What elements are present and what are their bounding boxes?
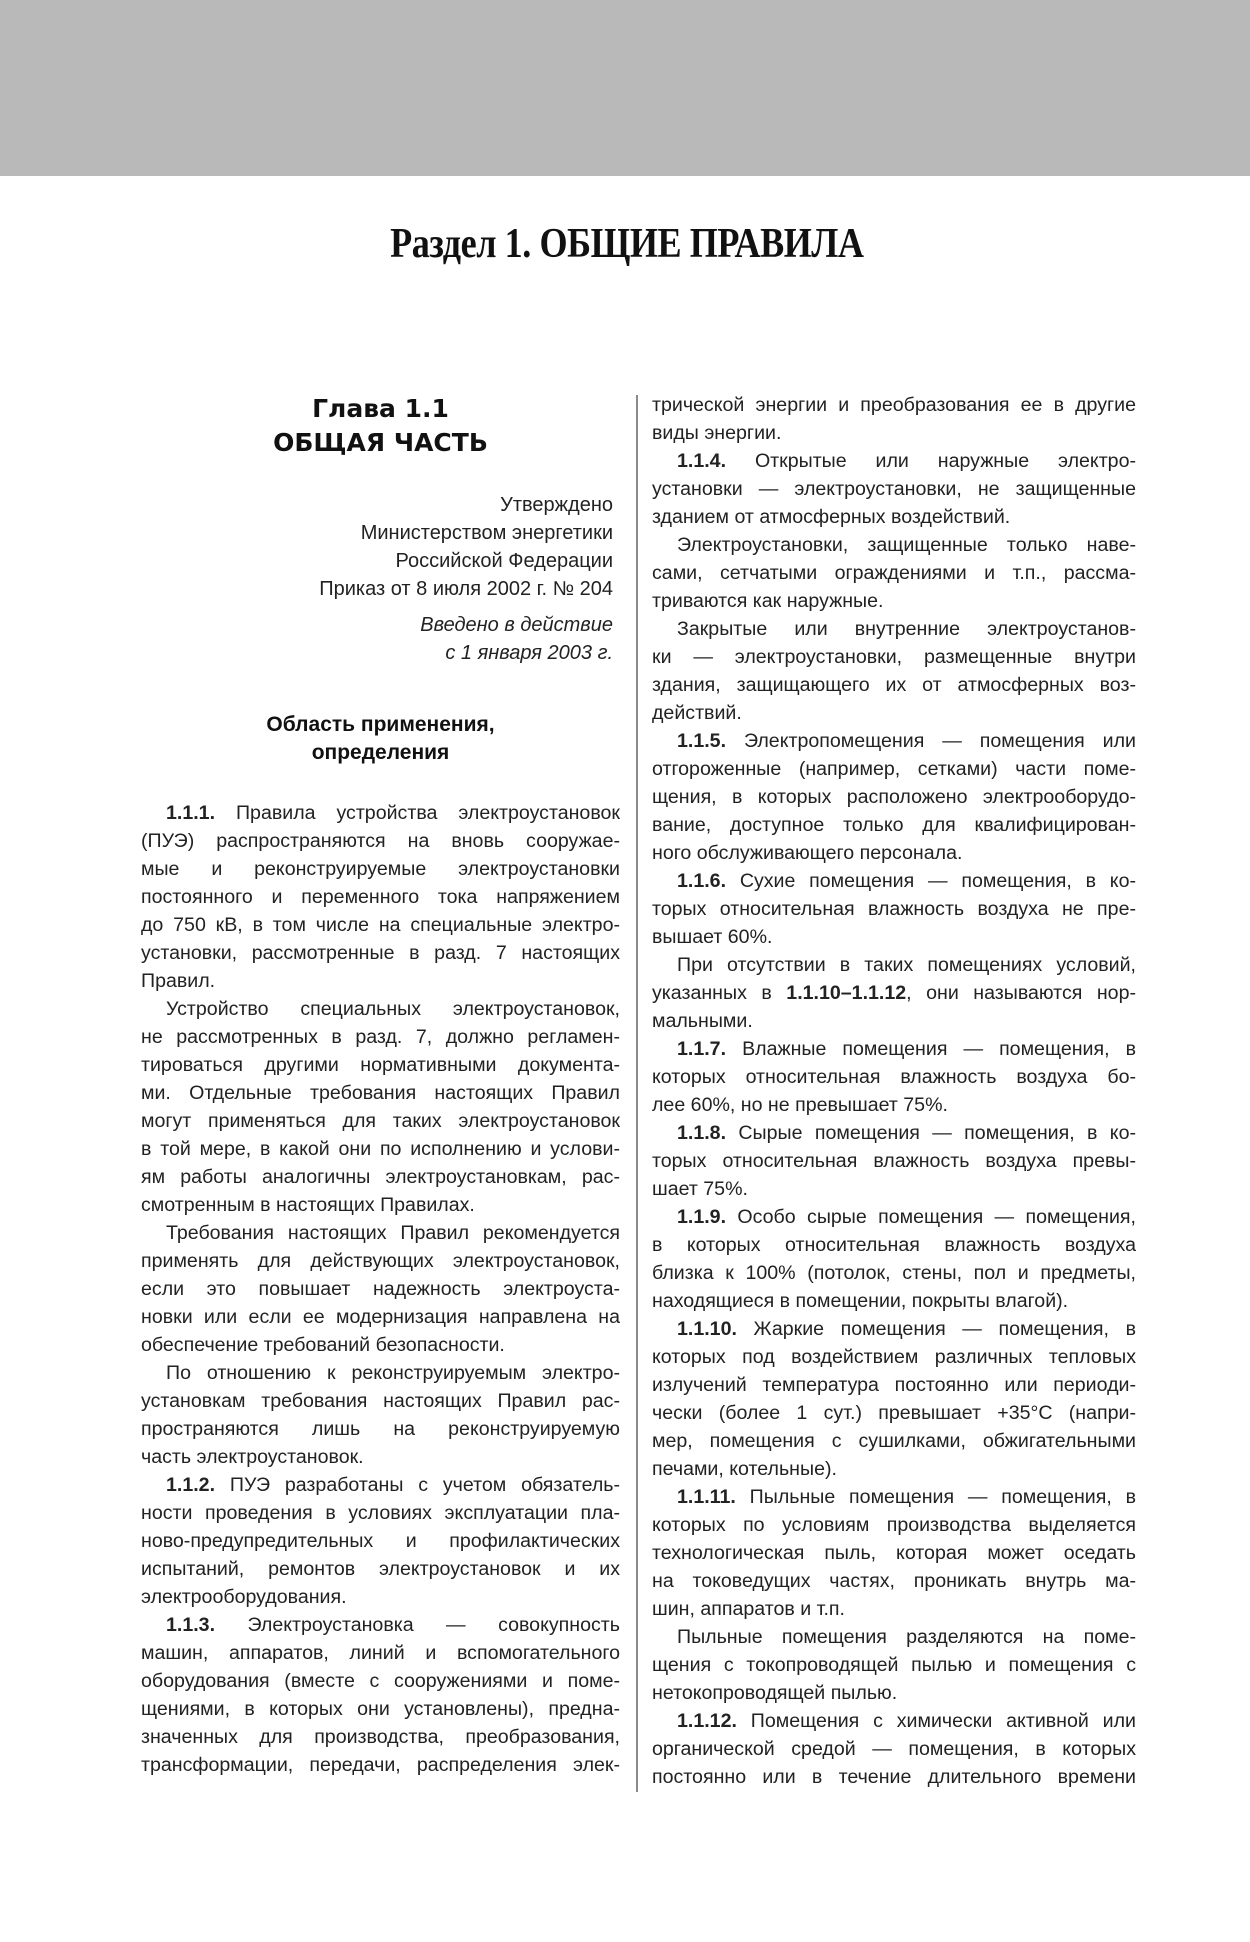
text-line: которых относительная влажность воздуха бо-: [652, 1066, 1136, 1088]
text-line: пространяются лишь на реконструируемую: [141, 1418, 620, 1440]
clause-number: 1.1.7.: [677, 1038, 727, 1060]
text-line: которых под воздействием различных тепловых: [652, 1346, 1136, 1368]
text-line: испытаний, ремонтов электроустановок и их: [141, 1558, 620, 1580]
text-line: трической энергии и преобразования ее в другие: [652, 394, 1136, 416]
numbered-paragraph: [652, 1483, 1136, 1623]
text-line: виды энергии.: [652, 422, 782, 444]
text-line: трансформации, передачи, распределения элек-: [141, 1754, 620, 1776]
text-line: 1.1.7. Влажные помещения — помещения, в: [677, 1038, 1136, 1060]
text-line: которых по условиям производства выделяется: [652, 1514, 1136, 1536]
paragraph: [652, 531, 1136, 615]
text-line: установки, рассмотренные в разд. 7 настоящих: [141, 942, 620, 964]
text-line: излучений температура постоянно или периоди-: [652, 1374, 1136, 1396]
numbered-paragraph: [141, 1611, 620, 1779]
text-line: здания, защищающего их от атмосферных воз-: [652, 674, 1136, 696]
left-column-text: [141, 799, 620, 1779]
text-line: вышает 60%.: [652, 926, 773, 948]
text-line: щения с токопроводящей пылью и помещения с: [652, 1654, 1136, 1676]
text-line: 1.1.2. ПУЭ разработаны с учетом обязатель-: [166, 1474, 620, 1496]
text-line: 1.1.8. Сырые помещения — помещения, в ко-: [677, 1122, 1136, 1144]
text-line: (ПУЭ) распространяются на вновь сооружае-: [141, 830, 620, 852]
text-line: По отношению к реконструируемым электро-: [166, 1362, 620, 1384]
text-line: ки — электроустановки, размещенные внутри: [652, 646, 1136, 668]
text-line: применять для действующих электроустановок,: [141, 1250, 620, 1272]
numbered-paragraph: [652, 1035, 1136, 1119]
paragraph: [652, 391, 1136, 447]
chapter-heading: [141, 392, 620, 460]
subsection-heading-line: определения: [311, 741, 450, 764]
text-line: торых относительная влажность воздуха превы-: [652, 1150, 1136, 1172]
text-line: на токоведущих частях, проникать внутрь ма-: [652, 1570, 1136, 1592]
text-line: щения, в которых расположено электрооборудо-: [652, 786, 1136, 808]
text-line: ного обслуживающего персонала.: [652, 842, 963, 864]
text-line: мальными.: [652, 1010, 753, 1032]
text-line: нетокопроводящей пылью.: [652, 1682, 898, 1704]
text-line: ми. Отдельные требования настоящих Правил: [141, 1082, 620, 1104]
text-line: ново-предупредительных и профилактических: [141, 1530, 620, 1552]
text-line: машин, аппаратов, линий и вспомогательного: [141, 1642, 620, 1664]
text-line: Электроустановки, защищенные только наве-: [677, 534, 1136, 556]
text-line: если это повышает надежность электроуста-: [141, 1278, 620, 1300]
text-line: вание, доступное только для квалифицирован-: [652, 814, 1136, 836]
clause-number: 1.1.8.: [677, 1122, 727, 1144]
clause-number: 1.1.5.: [677, 730, 727, 752]
paragraph: [652, 615, 1136, 727]
text-line: лее 60%, но не превышает 75%.: [652, 1094, 948, 1116]
text-line: щениями, в которых они установлены), предна-: [141, 1698, 620, 1720]
text-line: значенных для производства, преобразования,: [141, 1726, 620, 1748]
text-line: постоянного и переменного тока напряжением: [141, 886, 620, 908]
paragraph: [141, 1359, 620, 1471]
text-line: отгороженные (например, сетками) части поме-: [652, 758, 1136, 780]
text-line: 1.1.3. Электроустановка — совокупность: [166, 1614, 620, 1636]
numbered-paragraph: [141, 1471, 620, 1611]
approval-line: Министерством энергетики: [360, 522, 613, 544]
clause-number: 1.1.10.: [677, 1318, 737, 1340]
clause-number: 1.1.2.: [166, 1474, 216, 1496]
text-line: обеспечение требований безопасности.: [141, 1334, 505, 1356]
numbered-paragraph: [652, 447, 1136, 531]
paragraph: [141, 995, 620, 1219]
text-line: шин, аппаратов и т.п.: [652, 1598, 845, 1620]
paragraph: [652, 1623, 1136, 1707]
text-line: 1.1.12. Помещения с химически активной или: [677, 1710, 1136, 1732]
text-line: установки — электроустановки, не защищенные: [652, 478, 1136, 500]
text-line: часть электроустановок.: [141, 1446, 364, 1468]
text-line: установкам требования настоящих Правил рас-: [141, 1390, 620, 1412]
clause-number: 1.1.3.: [166, 1614, 216, 1636]
text-line: органической средой — помещения, в которых: [652, 1738, 1136, 1760]
text-line: электрооборудования.: [141, 1586, 347, 1608]
text-line: новки или если ее модернизация направлена на: [141, 1306, 620, 1328]
approval-line: Утверждено: [500, 494, 613, 516]
effective-date-line: с 1 января 2003 г.: [445, 642, 613, 664]
section-title: Раздел 1. ОБЩИЕ ПРАВИЛА: [390, 221, 864, 268]
clause-number: 1.1.11.: [677, 1486, 736, 1508]
text-line: указанных в 1.1.10–1.1.12, они называются нор-: [652, 982, 1136, 1004]
text-line: сами, сетчатыми ограждениями и т.п., рассма-: [652, 562, 1136, 584]
text-line: При отсутствии в таких помещениях условий,: [677, 954, 1136, 976]
text-line: в которых относительная влажность воздуха: [652, 1234, 1136, 1256]
text-line: шает 75%.: [652, 1178, 748, 1200]
text-line: до 750 кВ, в том числе на специальные электро-: [141, 914, 620, 936]
clause-number: 1.1.12.: [677, 1710, 737, 1732]
text-line: действий.: [652, 702, 742, 724]
text-line: тироваться другими нормативными документа-: [141, 1054, 620, 1076]
text-line: мые и реконструируемые электроустановки: [141, 858, 620, 880]
text-line: мер, помещения с сушилками, обжигательными: [652, 1430, 1136, 1452]
clause-number: 1.1.9.: [677, 1206, 727, 1228]
text-line: находящиеся в помещении, покрыты влагой).: [652, 1290, 1069, 1312]
text-line: ям работы аналогичны электроустановкам, рас-: [141, 1166, 620, 1188]
text-line: 1.1.6. Сухие помещения — помещения, в ко-: [677, 870, 1136, 892]
text-line: 1.1.4. Открытые или наружные электро-: [677, 450, 1136, 472]
right-column-text: [652, 391, 1136, 1791]
text-line: оборудования (вместе с сооружениями и поме-: [141, 1670, 620, 1692]
text-line: могут применяться для таких электроустановок: [141, 1110, 620, 1132]
text-line: торых относительная влажность воздуха не пре-: [652, 898, 1136, 920]
effective-date-line: Введено в действие: [420, 614, 613, 636]
numbered-paragraph: [652, 1315, 1136, 1483]
text-line: смотренным в настоящих Правилах.: [141, 1194, 475, 1216]
text-line: постоянно или в течение длительного времени: [652, 1766, 1136, 1788]
approval-block: [141, 491, 613, 667]
clause-reference: 1.1.10–1.1.12: [786, 982, 907, 1004]
text-line: триваются как наружные.: [652, 590, 884, 612]
clause-number: 1.1.6.: [677, 870, 727, 892]
subsection-heading: [141, 711, 620, 767]
text-line: чески (более 1 сут.) превышает +35°С (напри-: [652, 1402, 1136, 1424]
text-line: Устройство специальных электроустановок,: [166, 998, 620, 1020]
text-line: зданием от атмосферных воздействий.: [652, 506, 1011, 528]
text-line: 1.1.10. Жаркие помещения — помещения, в: [677, 1318, 1136, 1340]
subsection-heading-line: Область применения,: [266, 713, 495, 736]
numbered-paragraph: [652, 867, 1136, 951]
text-line: близка к 100% (потолок, стены, пол и предметы,: [652, 1262, 1136, 1284]
chapter-number: Глава 1.1: [312, 394, 449, 423]
approval-line: Российской Федерации: [395, 550, 613, 572]
text-line: Требования настоящих Правил рекомендуется: [166, 1222, 620, 1244]
numbered-paragraph: [652, 1119, 1136, 1203]
text-line: не рассмотренных в разд. 7, должно регламен-: [141, 1026, 620, 1048]
text-line: Правил.: [141, 970, 216, 992]
text-line: 1.1.11. Пыльные помещения — помещения, в: [677, 1486, 1136, 1508]
page-top-band: [0, 0, 1250, 176]
text-line: Закрытые или внутренние электроустанов-: [677, 618, 1136, 640]
text-line: ности проведения в условиях эксплуатации пла-: [141, 1502, 620, 1524]
text-line: в той мере, в какой они по исполнению и услови-: [141, 1138, 620, 1160]
numbered-paragraph: [652, 1203, 1136, 1315]
paragraph: [141, 1219, 620, 1359]
clause-number: 1.1.1.: [166, 802, 216, 824]
chapter-title: ОБЩАЯ ЧАСТЬ: [273, 428, 488, 457]
numbered-paragraph: [652, 727, 1136, 867]
approval-order-line: Приказ от 8 июля 2002 г. № 204: [319, 578, 613, 600]
numbered-paragraph: [652, 1707, 1136, 1791]
clause-number: 1.1.4.: [677, 450, 727, 472]
numbered-paragraph: [141, 799, 620, 995]
text-line: технологическая пыль, которая может оседать: [652, 1542, 1136, 1564]
paragraph: [652, 951, 1136, 1035]
text-line: 1.1.9. Особо сырые помещения — помещения,: [677, 1206, 1136, 1228]
text-line: 1.1.5. Электропомещения — помещения или: [677, 730, 1136, 752]
text-line: 1.1.1. Правила устройства электроустановок: [166, 802, 620, 824]
text-line: печами, котельные).: [652, 1458, 837, 1480]
text-line: Пыльные помещения разделяются на поме-: [677, 1626, 1136, 1648]
column-divider: [636, 395, 638, 1792]
